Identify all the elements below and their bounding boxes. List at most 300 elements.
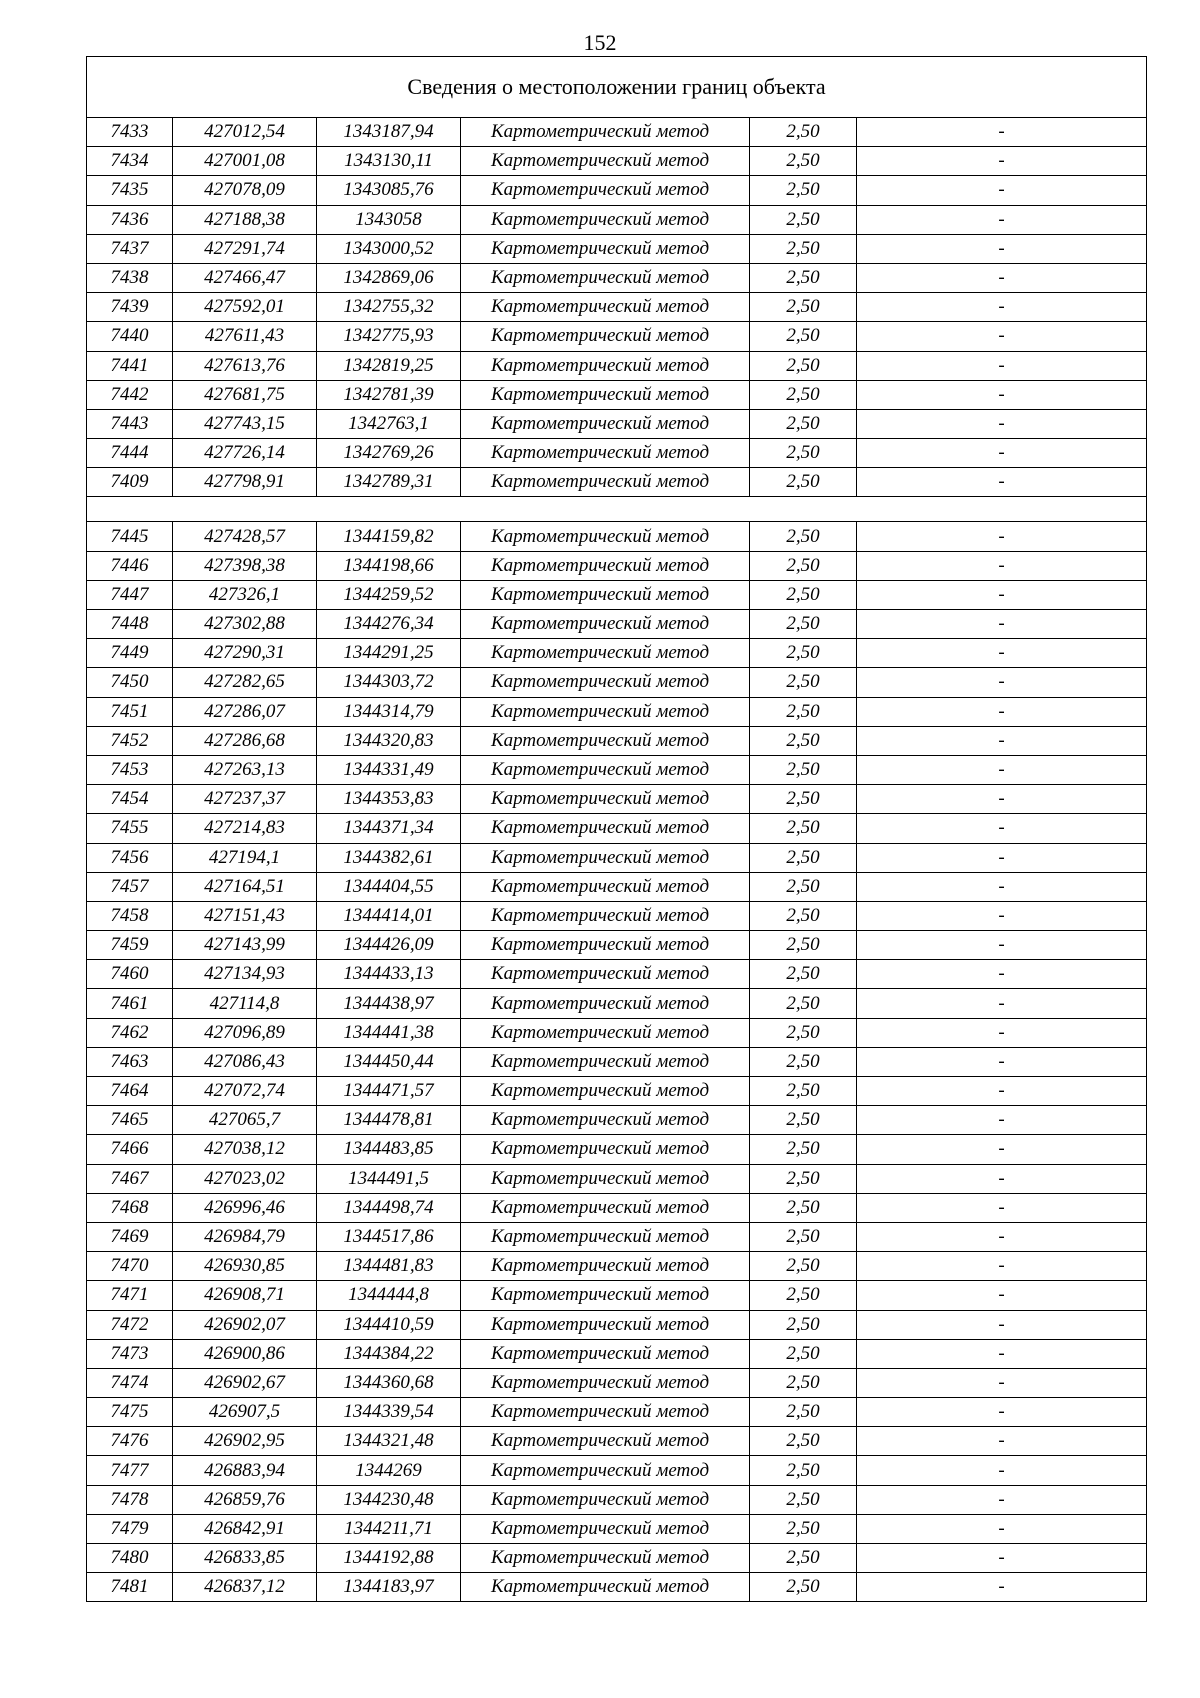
accuracy-cell: 2,50 (750, 1485, 857, 1514)
y-coordinate-cell: 1344481,83 (317, 1252, 461, 1281)
table-row (87, 118, 1147, 147)
method-cell: Картометрический метод (461, 989, 750, 1018)
table-row (87, 931, 1147, 960)
x-coordinate-cell: 427798,91 (173, 468, 317, 497)
description-cell: - (857, 322, 1147, 351)
method-cell: Картометрический метод (461, 1106, 750, 1135)
point-number-cell: 7439 (87, 293, 173, 322)
point-number-cell: 7441 (87, 351, 173, 380)
y-coordinate-cell: 1344450,44 (317, 1047, 461, 1076)
y-coordinate-cell: 1344183,97 (317, 1573, 461, 1602)
table-row (87, 639, 1147, 668)
table-row (87, 1398, 1147, 1427)
point-number-cell: 7481 (87, 1573, 173, 1602)
point-number-cell: 7477 (87, 1456, 173, 1485)
accuracy-cell: 2,50 (750, 322, 857, 351)
description-cell: - (857, 551, 1147, 580)
description-cell: - (857, 263, 1147, 292)
y-coordinate-cell: 1342819,25 (317, 351, 461, 380)
point-number-cell: 7444 (87, 439, 173, 468)
y-coordinate-cell: 1344414,01 (317, 901, 461, 930)
x-coordinate-cell: 427237,37 (173, 785, 317, 814)
x-coordinate-cell: 427134,93 (173, 960, 317, 989)
table-row (87, 1456, 1147, 1485)
point-number-cell: 7454 (87, 785, 173, 814)
accuracy-cell: 2,50 (750, 610, 857, 639)
table-row (87, 1018, 1147, 1047)
accuracy-cell: 2,50 (750, 468, 857, 497)
x-coordinate-cell: 427214,83 (173, 814, 317, 843)
point-number-cell: 7453 (87, 755, 173, 784)
method-cell: Картометрический метод (461, 814, 750, 843)
description-cell: - (857, 639, 1147, 668)
description-cell: - (857, 1047, 1147, 1076)
table-row (87, 697, 1147, 726)
y-coordinate-cell: 1342755,32 (317, 293, 461, 322)
y-coordinate-cell: 1342781,39 (317, 380, 461, 409)
description-cell: - (857, 1252, 1147, 1281)
x-coordinate-cell: 426984,79 (173, 1222, 317, 1251)
y-coordinate-cell: 1344259,52 (317, 580, 461, 609)
y-coordinate-cell: 1344353,83 (317, 785, 461, 814)
point-number-cell: 7450 (87, 668, 173, 697)
method-cell: Картометрический метод (461, 351, 750, 380)
point-number-cell: 7460 (87, 960, 173, 989)
x-coordinate-cell: 427012,54 (173, 118, 317, 147)
description-cell: - (857, 785, 1147, 814)
y-coordinate-cell: 1342789,31 (317, 468, 461, 497)
accuracy-cell: 2,50 (750, 843, 857, 872)
description-cell: - (857, 726, 1147, 755)
accuracy-cell: 2,50 (750, 639, 857, 668)
description-cell: - (857, 468, 1147, 497)
method-cell: Картометрический метод (461, 234, 750, 263)
table-row (87, 1252, 1147, 1281)
description-cell: - (857, 872, 1147, 901)
point-number-cell: 7445 (87, 522, 173, 551)
accuracy-cell: 2,50 (750, 1368, 857, 1397)
x-coordinate-cell: 427611,43 (173, 322, 317, 351)
method-cell: Картометрический метод (461, 639, 750, 668)
x-coordinate-cell: 427078,09 (173, 176, 317, 205)
point-number-cell: 7464 (87, 1077, 173, 1106)
accuracy-cell: 2,50 (750, 1544, 857, 1573)
table-row (87, 726, 1147, 755)
y-coordinate-cell: 1344426,09 (317, 931, 461, 960)
y-coordinate-cell: 1344433,13 (317, 960, 461, 989)
description-cell: - (857, 147, 1147, 176)
y-coordinate-cell: 1344230,48 (317, 1485, 461, 1514)
description-cell: - (857, 697, 1147, 726)
y-coordinate-cell: 1343058 (317, 205, 461, 234)
description-cell: - (857, 380, 1147, 409)
table-row (87, 551, 1147, 580)
description-cell: - (857, 931, 1147, 960)
description-cell: - (857, 1077, 1147, 1106)
y-coordinate-cell: 1344441,38 (317, 1018, 461, 1047)
x-coordinate-cell: 427143,99 (173, 931, 317, 960)
y-coordinate-cell: 1344491,5 (317, 1164, 461, 1193)
x-coordinate-cell: 427151,43 (173, 901, 317, 930)
description-cell: - (857, 1135, 1147, 1164)
y-coordinate-cell: 1344331,49 (317, 755, 461, 784)
accuracy-cell: 2,50 (750, 901, 857, 930)
accuracy-cell: 2,50 (750, 263, 857, 292)
description-cell: - (857, 351, 1147, 380)
point-number-cell: 7449 (87, 639, 173, 668)
accuracy-cell: 2,50 (750, 1047, 857, 1076)
method-cell: Картометрический метод (461, 468, 750, 497)
table-row (87, 901, 1147, 930)
x-coordinate-cell: 426883,94 (173, 1456, 317, 1485)
y-coordinate-cell: 1344444,8 (317, 1281, 461, 1310)
description-cell: - (857, 1456, 1147, 1485)
method-cell: Картометрический метод (461, 1252, 750, 1281)
y-coordinate-cell: 1344517,86 (317, 1222, 461, 1251)
y-coordinate-cell: 1342775,93 (317, 322, 461, 351)
accuracy-cell: 2,50 (750, 1164, 857, 1193)
table-row (87, 1106, 1147, 1135)
accuracy-cell: 2,50 (750, 205, 857, 234)
point-number-cell: 7451 (87, 697, 173, 726)
x-coordinate-cell: 427072,74 (173, 1077, 317, 1106)
x-coordinate-cell: 427194,1 (173, 843, 317, 872)
x-coordinate-cell: 427681,75 (173, 380, 317, 409)
accuracy-cell: 2,50 (750, 872, 857, 901)
accuracy-cell: 2,50 (750, 1193, 857, 1222)
method-cell: Картометрический метод (461, 960, 750, 989)
x-coordinate-cell: 426902,07 (173, 1310, 317, 1339)
method-cell: Картометрический метод (461, 1456, 750, 1485)
description-cell: - (857, 439, 1147, 468)
x-coordinate-cell: 426837,12 (173, 1573, 317, 1602)
boundary-coordinates-table (86, 56, 1147, 1602)
accuracy-cell: 2,50 (750, 931, 857, 960)
description-cell: - (857, 1427, 1147, 1456)
description-cell: - (857, 1544, 1147, 1573)
x-coordinate-cell: 427428,57 (173, 522, 317, 551)
description-cell: - (857, 1573, 1147, 1602)
description-cell: - (857, 610, 1147, 639)
table-row (87, 668, 1147, 697)
point-number-cell: 7463 (87, 1047, 173, 1076)
method-cell: Картометрический метод (461, 931, 750, 960)
x-coordinate-cell: 426930,85 (173, 1252, 317, 1281)
y-coordinate-cell: 1342769,26 (317, 439, 461, 468)
method-cell: Картометрический метод (461, 1514, 750, 1543)
table-row (87, 785, 1147, 814)
x-coordinate-cell: 427466,47 (173, 263, 317, 292)
x-coordinate-cell: 427326,1 (173, 580, 317, 609)
table-row (87, 1193, 1147, 1222)
page-number: 152 (583, 30, 617, 55)
table-row (87, 1310, 1147, 1339)
description-cell: - (857, 580, 1147, 609)
x-coordinate-cell: 427001,08 (173, 147, 317, 176)
x-coordinate-cell: 427114,8 (173, 989, 317, 1018)
description-cell: - (857, 1368, 1147, 1397)
table-body (87, 118, 1147, 1602)
y-coordinate-cell: 1344498,74 (317, 1193, 461, 1222)
description-cell: - (857, 960, 1147, 989)
method-cell: Картометрический метод (461, 610, 750, 639)
method-cell: Картометрический метод (461, 1339, 750, 1368)
y-coordinate-cell: 1344192,88 (317, 1544, 461, 1573)
x-coordinate-cell: 426902,95 (173, 1427, 317, 1456)
method-cell: Картометрический метод (461, 263, 750, 292)
point-number-cell: 7436 (87, 205, 173, 234)
method-cell: Картометрический метод (461, 1310, 750, 1339)
x-coordinate-cell: 427726,14 (173, 439, 317, 468)
y-coordinate-cell: 1344478,81 (317, 1106, 461, 1135)
accuracy-cell: 2,50 (750, 551, 857, 580)
description-cell: - (857, 118, 1147, 147)
accuracy-cell: 2,50 (750, 668, 857, 697)
group-separator-row (87, 497, 1147, 522)
y-coordinate-cell: 1344471,57 (317, 1077, 461, 1106)
point-number-cell: 7466 (87, 1135, 173, 1164)
table-row (87, 1573, 1147, 1602)
point-number-cell: 7468 (87, 1193, 173, 1222)
description-cell: - (857, 205, 1147, 234)
table-row (87, 1047, 1147, 1076)
x-coordinate-cell: 426908,71 (173, 1281, 317, 1310)
method-cell: Картометрический метод (461, 205, 750, 234)
description-cell: - (857, 814, 1147, 843)
accuracy-cell: 2,50 (750, 147, 857, 176)
description-cell: - (857, 901, 1147, 930)
point-number-cell: 7474 (87, 1368, 173, 1397)
x-coordinate-cell: 427096,89 (173, 1018, 317, 1047)
method-cell: Картометрический метод (461, 1281, 750, 1310)
table-row (87, 322, 1147, 351)
point-number-cell: 7433 (87, 118, 173, 147)
table-row (87, 960, 1147, 989)
y-coordinate-cell: 1344159,82 (317, 522, 461, 551)
x-coordinate-cell: 427065,7 (173, 1106, 317, 1135)
method-cell: Картометрический метод (461, 1222, 750, 1251)
x-coordinate-cell: 426859,76 (173, 1485, 317, 1514)
description-cell: - (857, 1398, 1147, 1427)
accuracy-cell: 2,50 (750, 814, 857, 843)
x-coordinate-cell: 426833,85 (173, 1544, 317, 1573)
method-cell: Картометрический метод (461, 409, 750, 438)
table-header-row (87, 57, 1147, 118)
table-row (87, 468, 1147, 497)
point-number-cell: 7461 (87, 989, 173, 1018)
point-number-cell: 7472 (87, 1310, 173, 1339)
x-coordinate-cell: 426900,86 (173, 1339, 317, 1368)
x-coordinate-cell: 427263,13 (173, 755, 317, 784)
y-coordinate-cell: 1344371,34 (317, 814, 461, 843)
accuracy-cell: 2,50 (750, 580, 857, 609)
method-cell: Картометрический метод (461, 1544, 750, 1573)
description-cell: - (857, 1193, 1147, 1222)
method-cell: Картометрический метод (461, 1573, 750, 1602)
y-coordinate-cell: 1343000,52 (317, 234, 461, 263)
table-row (87, 814, 1147, 843)
method-cell: Картометрический метод (461, 872, 750, 901)
table-row (87, 234, 1147, 263)
point-number-cell: 7459 (87, 931, 173, 960)
point-number-cell: 7469 (87, 1222, 173, 1251)
accuracy-cell: 2,50 (750, 522, 857, 551)
table-row (87, 1339, 1147, 1368)
y-coordinate-cell: 1344339,54 (317, 1398, 461, 1427)
accuracy-cell: 2,50 (750, 1077, 857, 1106)
method-cell: Картометрический метод (461, 118, 750, 147)
method-cell: Картометрический метод (461, 1368, 750, 1397)
x-coordinate-cell: 427164,51 (173, 872, 317, 901)
description-cell: - (857, 176, 1147, 205)
method-cell: Картометрический метод (461, 439, 750, 468)
table-row (87, 1514, 1147, 1543)
method-cell: Картометрический метод (461, 322, 750, 351)
method-cell: Картометрический метод (461, 147, 750, 176)
x-coordinate-cell: 427038,12 (173, 1135, 317, 1164)
x-coordinate-cell: 427188,38 (173, 205, 317, 234)
point-number-cell: 7458 (87, 901, 173, 930)
group-separator-cell (87, 497, 1147, 522)
y-coordinate-cell: 1344404,55 (317, 872, 461, 901)
x-coordinate-cell: 427743,15 (173, 409, 317, 438)
y-coordinate-cell: 1344382,61 (317, 843, 461, 872)
y-coordinate-cell: 1344198,66 (317, 551, 461, 580)
table-row (87, 351, 1147, 380)
table-row (87, 1077, 1147, 1106)
x-coordinate-cell: 427592,01 (173, 293, 317, 322)
method-cell: Картометрический метод (461, 785, 750, 814)
accuracy-cell: 2,50 (750, 409, 857, 438)
table-row (87, 205, 1147, 234)
method-cell: Картометрический метод (461, 522, 750, 551)
x-coordinate-cell: 426996,46 (173, 1193, 317, 1222)
method-cell: Картометрический метод (461, 293, 750, 322)
point-number-cell: 7438 (87, 263, 173, 292)
point-number-cell: 7478 (87, 1485, 173, 1514)
table-row (87, 843, 1147, 872)
table-row (87, 293, 1147, 322)
table-row (87, 176, 1147, 205)
description-cell: - (857, 1310, 1147, 1339)
table-row (87, 1164, 1147, 1193)
y-coordinate-cell: 1344321,48 (317, 1427, 461, 1456)
accuracy-cell: 2,50 (750, 1252, 857, 1281)
accuracy-cell: 2,50 (750, 293, 857, 322)
method-cell: Картометрический метод (461, 755, 750, 784)
x-coordinate-cell: 426842,91 (173, 1514, 317, 1543)
method-cell: Картометрический метод (461, 1398, 750, 1427)
point-number-cell: 7467 (87, 1164, 173, 1193)
table-row (87, 1222, 1147, 1251)
point-number-cell: 7452 (87, 726, 173, 755)
accuracy-cell: 2,50 (750, 755, 857, 784)
description-cell: - (857, 1106, 1147, 1135)
accuracy-cell: 2,50 (750, 960, 857, 989)
x-coordinate-cell: 427286,68 (173, 726, 317, 755)
table-row (87, 989, 1147, 1018)
description-cell: - (857, 755, 1147, 784)
accuracy-cell: 2,50 (750, 1106, 857, 1135)
x-coordinate-cell: 427398,38 (173, 551, 317, 580)
description-cell: - (857, 409, 1147, 438)
description-cell: - (857, 1281, 1147, 1310)
y-coordinate-cell: 1342869,06 (317, 263, 461, 292)
method-cell: Картометрический метод (461, 1485, 750, 1514)
table-row (87, 1368, 1147, 1397)
point-number-cell: 7442 (87, 380, 173, 409)
method-cell: Картометрический метод (461, 726, 750, 755)
accuracy-cell: 2,50 (750, 1398, 857, 1427)
table-row (87, 263, 1147, 292)
method-cell: Картометрический метод (461, 668, 750, 697)
description-cell: - (857, 234, 1147, 263)
point-number-cell: 7465 (87, 1106, 173, 1135)
x-coordinate-cell: 427282,65 (173, 668, 317, 697)
y-coordinate-cell: 1344291,25 (317, 639, 461, 668)
y-coordinate-cell: 1344384,22 (317, 1339, 461, 1368)
accuracy-cell: 2,50 (750, 1339, 857, 1368)
method-cell: Картометрический метод (461, 551, 750, 580)
description-cell: - (857, 1222, 1147, 1251)
method-cell: Картометрический метод (461, 380, 750, 409)
y-coordinate-cell: 1343085,76 (317, 176, 461, 205)
point-number-cell: 7475 (87, 1398, 173, 1427)
y-coordinate-cell: 1343130,11 (317, 147, 461, 176)
y-coordinate-cell: 1342763,1 (317, 409, 461, 438)
table-row (87, 580, 1147, 609)
table-row (87, 610, 1147, 639)
point-number-cell: 7447 (87, 580, 173, 609)
method-cell: Картометрический метод (461, 843, 750, 872)
point-number-cell: 7456 (87, 843, 173, 872)
method-cell: Картометрический метод (461, 1427, 750, 1456)
description-cell: - (857, 1514, 1147, 1543)
point-number-cell: 7473 (87, 1339, 173, 1368)
method-cell: Картометрический метод (461, 1018, 750, 1047)
method-cell: Картометрический метод (461, 901, 750, 930)
point-number-cell: 7435 (87, 176, 173, 205)
y-coordinate-cell: 1344269 (317, 1456, 461, 1485)
point-number-cell: 7446 (87, 551, 173, 580)
method-cell: Картометрический метод (461, 1077, 750, 1106)
point-number-cell: 7434 (87, 147, 173, 176)
description-cell: - (857, 522, 1147, 551)
table-row (87, 1281, 1147, 1310)
y-coordinate-cell: 1344276,34 (317, 610, 461, 639)
description-cell: - (857, 843, 1147, 872)
description-cell: - (857, 293, 1147, 322)
y-coordinate-cell: 1344360,68 (317, 1368, 461, 1397)
point-number-cell: 7409 (87, 468, 173, 497)
point-number-cell: 7437 (87, 234, 173, 263)
y-coordinate-cell: 1344438,97 (317, 989, 461, 1018)
y-coordinate-cell: 1344211,71 (317, 1514, 461, 1543)
accuracy-cell: 2,50 (750, 1222, 857, 1251)
x-coordinate-cell: 427086,43 (173, 1047, 317, 1076)
x-coordinate-cell: 427023,02 (173, 1164, 317, 1193)
method-cell: Картометрический метод (461, 176, 750, 205)
method-cell: Картометрический метод (461, 580, 750, 609)
point-number-cell: 7476 (87, 1427, 173, 1456)
accuracy-cell: 2,50 (750, 1310, 857, 1339)
accuracy-cell: 2,50 (750, 785, 857, 814)
method-cell: Картометрический метод (461, 1135, 750, 1164)
accuracy-cell: 2,50 (750, 697, 857, 726)
accuracy-cell: 2,50 (750, 1573, 857, 1602)
description-cell: - (857, 1485, 1147, 1514)
y-coordinate-cell: 1344483,85 (317, 1135, 461, 1164)
